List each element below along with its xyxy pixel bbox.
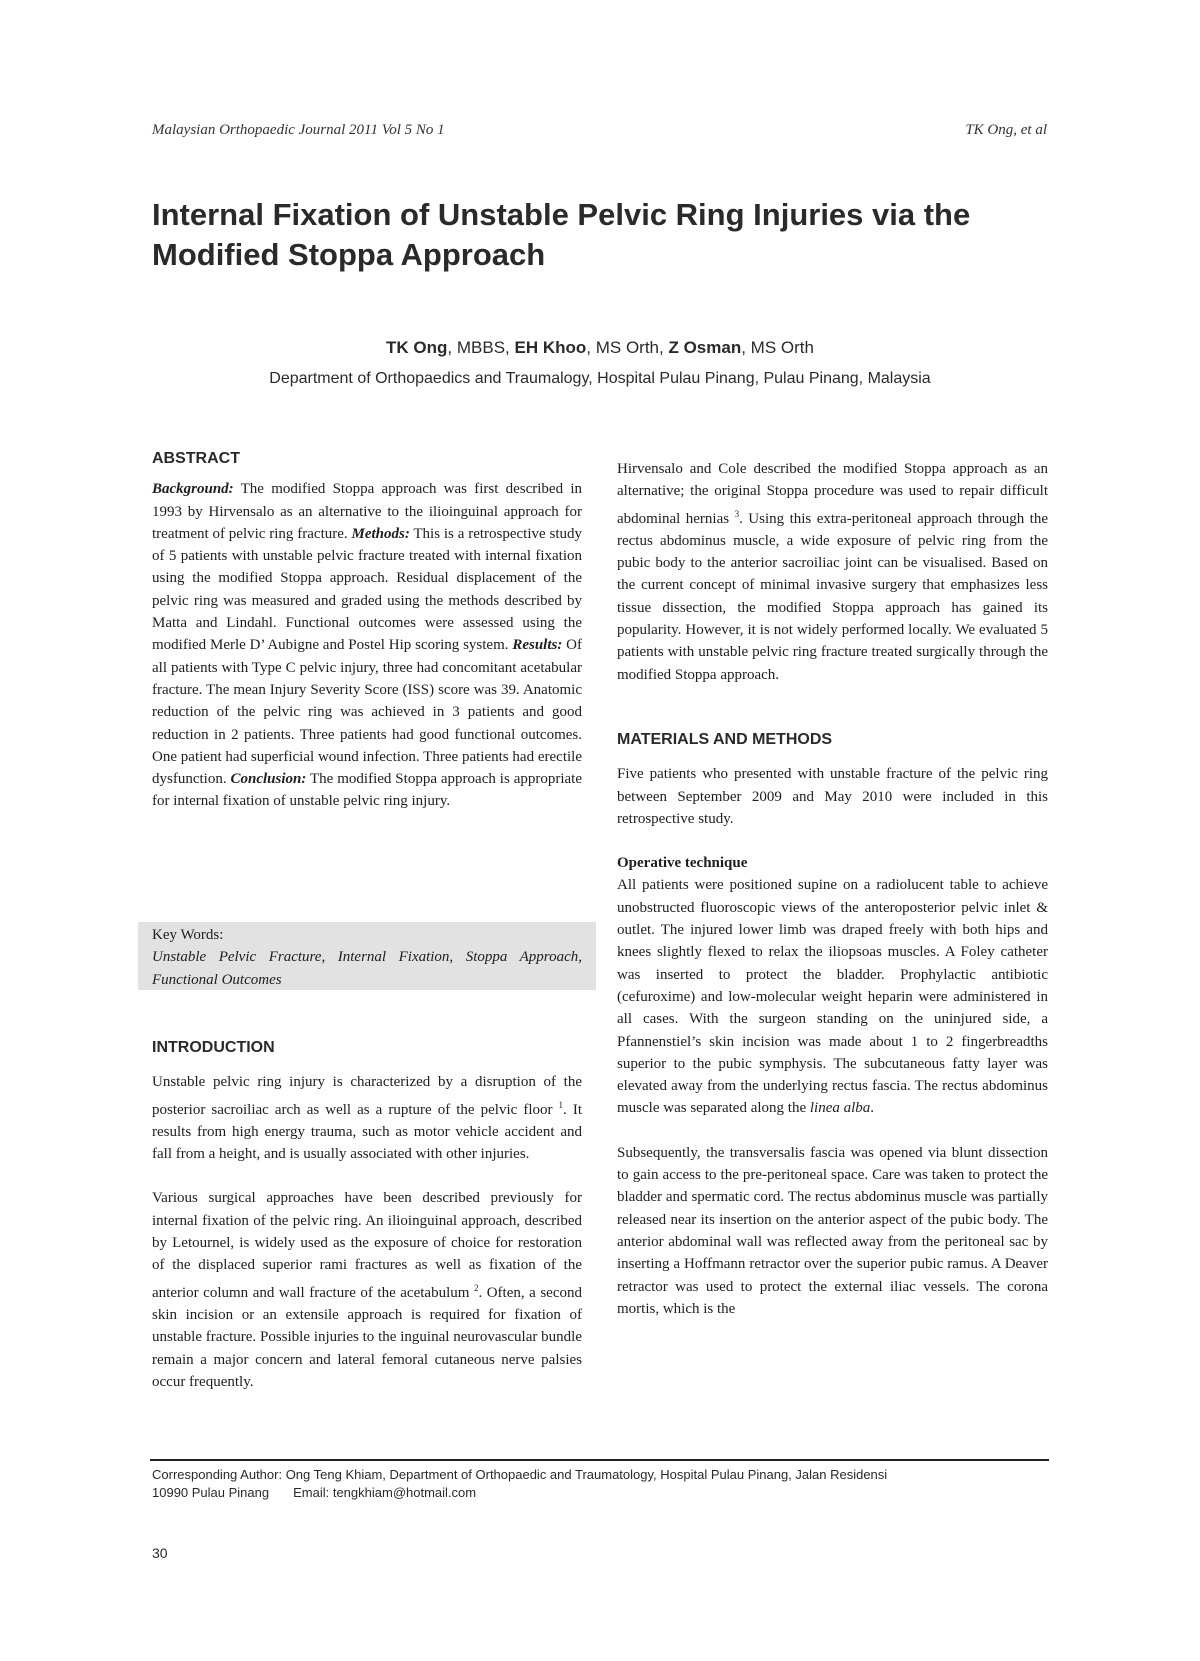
methods-text: This is a retrospective study of 5 patients with unstable pelvic fracture treated with internal fixation using the modified Stoppa approach. Residual displacement of the pelvic ring was measured and graded using the methods described by Matta and Lindahl. Functional outcomes were assessed using the modified Merle D’ Aubigne and Postel Hip scoring system. [152, 525, 583, 654]
author-line [0, 338, 1200, 358]
intro-text: Various surgical approaches have been described previously for internal fixation of the pelvic ring. An ilioinguinal approach, described by Letournel, is widely used as the exposure of choice for restoration of the displaced superior rami fractures as well as fixation of the anterior column and wall fracture of the acetabulum [152, 1190, 582, 1301]
intro-text: Hirvensalo and Cole described the modified Stoppa approach as an alternative; the original Stoppa procedure was used to repair difficult abdominal hernias [617, 461, 1048, 527]
results-label: Results: [512, 637, 563, 654]
methods-paragraph: Five patients who presented with unstable fracture of the pelvic ring between September 2009 and May 2010 were included in this retrospective study. [617, 766, 1048, 827]
intro-text: . Often, a second skin incision or an extensile approach is required for fixation of unstable fracture. Possible injuries to the inguinal neurovascular bundle remain a major concern and lateral femoral cutaneous nerve palsies occur frequently. [152, 1284, 582, 1390]
results-text: Of all patients with Type C pelvic injury, three had concomitant acetabular fracture. The mean Injury Severity Score (ISS) score was 39. Anatomic reduction of the pelvic ring was achieved in 3 patients and good reduction in 2 patients. Three patients had good functional outcomes. One patient had superficial wound infection. Three patients had erectile dysfunction. [152, 637, 583, 788]
footer-line [152, 1484, 1052, 1502]
footer-line: Corresponding Author: Ong Teng Khiam, Department of Orthopaedic and Traumatology, Hospital Pulau Pinang, Jalan Residensi [152, 1467, 888, 1482]
intro-text: . Using this extra-peritoneal approach through the rectus abdominus muscle, a wide exposure of pelvic ring from the pubic body to the anterior sacroiliac joint can be visualised. Based on the current concept of minimal invasive surgery that emphasizes less tissue dissection, the modified Stoppa approach has gained its popularity. However, it is not widely performed locally. We evaluated 5 patients with unstable pelvic ring fracture treated surgically through the modified Stoppa approach. [617, 510, 1049, 683]
intro-text: Unstable pelvic ring injury is characterized by a disruption of the posterior sacroiliac arch as well as a rupture of the pelvic floor [152, 1074, 582, 1118]
footer-email: Email: tengkhiam@hotmail.com [293, 1485, 477, 1500]
background-text: The modified Stoppa approach was first described in 1993 by Hirvensalo as an alternative to the ilioinguinal approach for treatment of pelvic ring fracture. [152, 481, 582, 542]
introduction-heading: INTRODUCTION [152, 1039, 275, 1056]
affiliation: Department of Orthopaedics and Traumalogy, Hospital Pulau Pinang, Pulau Pinang, Malaysia [269, 370, 931, 387]
conclusion-text: The modified Stoppa approach is appropriate for internal fixation of unstable pelvic ring injury. [152, 771, 582, 810]
intro-paragraph [152, 1071, 582, 1165]
reference-mark: 3 [734, 508, 740, 519]
reference-mark: 2 [473, 1282, 479, 1293]
methods-text: All patients were positioned supine on a radiolucent table to achieve unobstructed fluoroscopic views of the anteroposterior pelvic inlet & outlet. The injured lower limb was draped freely with both hips and knees slightly flexed to relax the iliopsoas muscles. A Foley catheter was inserted to protect the bladder. Prophylactic antibiotic (cefuroxime) and low-molecular weight heparin were administered in all cases. With the surgeon standing on the uninjured side, a Pfannenstiel’s skin incision was made about 1 to 2 fingerbreadths superior to the pubic symphysis. The subcutaneous fatty layer was elevated away from the underlying rectus fascia. The rectus abdominus muscle was separated along the [617, 877, 1048, 1117]
operative-technique-heading: Operative technique [617, 855, 748, 872]
corresponding-author [152, 1466, 1052, 1502]
abstract-body [152, 478, 582, 812]
author-name: TK Ong [386, 338, 448, 357]
journal-running-head: Malaysian Orthopaedic Journal 2011 Vol 5 No 1 [152, 122, 445, 138]
article-title: Internal Fixation of Unstable Pelvic Ring Injuries via the Modified Stoppa Approach [152, 197, 971, 272]
emphasis: linea alba [809, 1100, 871, 1117]
intro-continued-paragraph [617, 458, 1048, 686]
methods-heading: MATERIALS AND METHODS [617, 730, 833, 748]
conclusion-label: Conclusion: [230, 771, 307, 788]
author-degree: , MS Orth [741, 338, 814, 357]
right-column [617, 458, 1048, 1320]
background-label: Background: [152, 481, 234, 498]
intro-paragraph [152, 1187, 582, 1393]
footer-address: 10990 Pulau Pinang [152, 1485, 270, 1500]
methods-text: . [870, 1100, 875, 1117]
footer-divider [150, 1459, 1049, 1461]
keywords [152, 924, 582, 991]
reference-mark: 1 [558, 1099, 564, 1110]
intro-text: . It results from high energy trauma, such as motor vehicle accident and fall from a height, and is usually associated with other injuries. [152, 1101, 583, 1163]
abstract-heading: ABSTRACT [152, 450, 240, 467]
keywords-list: Unstable Pelvic Fracture, Internal Fixation, Stoppa Approach, Functional Outcomes [152, 949, 582, 988]
methods-paragraph [617, 874, 1048, 1119]
author-running-head: TK Ong, et al [965, 122, 1047, 138]
methods-label: Methods: [351, 525, 410, 542]
author-degree: , MS Orth, [586, 338, 669, 357]
keywords-label: Key Words: [152, 927, 224, 943]
page-number: 30 [152, 1545, 168, 1561]
author-name: Z Osman [668, 338, 742, 357]
author-degree: , MBBS, [447, 338, 515, 357]
author-name: EH Khoo [514, 338, 587, 357]
introduction-section [152, 1037, 582, 1393]
methods-paragraph: Subsequently, the transversalis fascia was opened via blunt dissection to gain access to the pre-peritoneal space. Care was taken to protect the bladder and spermatic cord. The rectus abdominus muscle was partially released near its insertion on the anterior aspect of the pubic body. The anterior abdominal wall was reflected away from the peritoneal sac by inserting a Hoffmann retractor over the superior pubic ramus. A Deaver retractor was used to protect the external iliac vessels. The corona mortis, which is the [617, 1144, 1048, 1317]
abstract-section [152, 448, 582, 813]
